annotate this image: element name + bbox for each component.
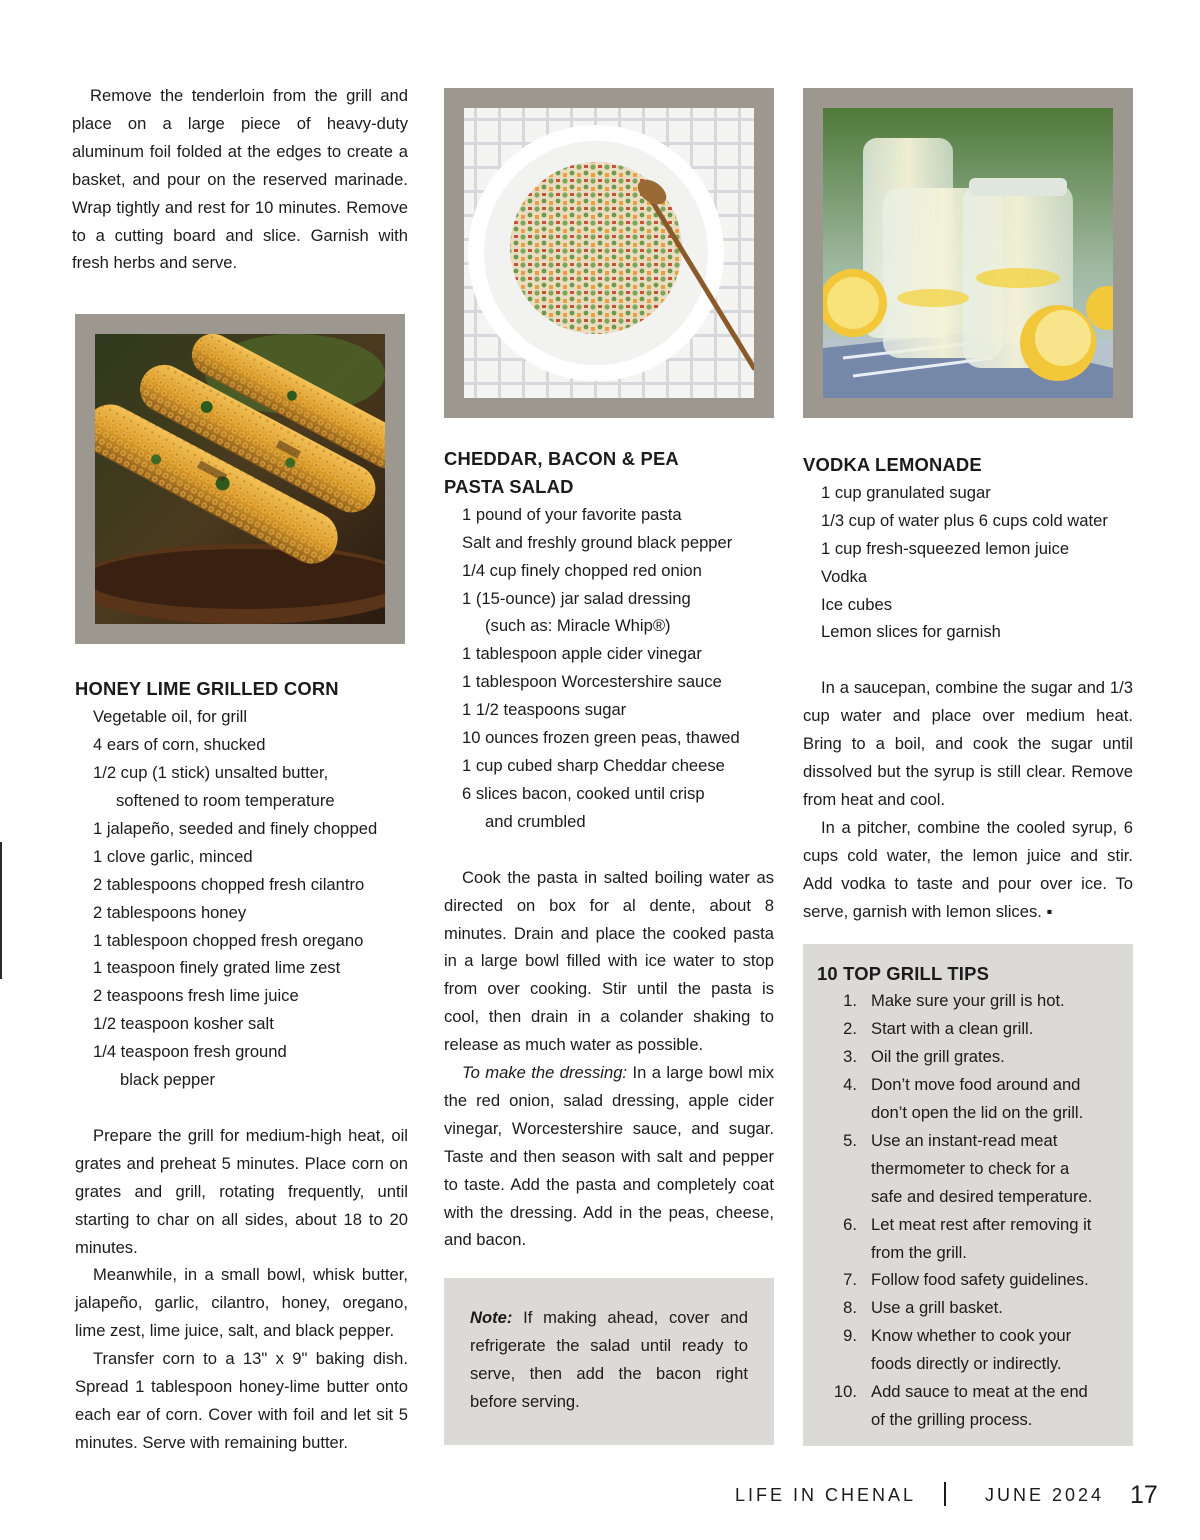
lemonade-step: In a pitcher, combine the cooled syrup, 6 cups cold water, the lemon juice and stir. Add vodka to taste and pour over ice. To serve, garnish with lemon slices. ▪ (803, 817, 1133, 921)
ingredient-item: 1 cup cubed sharp Cheddar cheese (462, 755, 725, 775)
tip-text: Use a grill basket. (871, 1298, 1003, 1318)
corn-photo-frame (75, 314, 405, 644)
tip-number (817, 1239, 871, 1267)
tip-number: 5. (843, 1130, 857, 1150)
ingredient-item: 1 teaspoon finely grated lime zest (93, 958, 341, 978)
grill-tip-line (817, 1071, 1119, 1099)
magazine-name: LIFE IN CHENAL (734, 1485, 916, 1505)
tip-text: Start with a clean grill. (871, 1019, 1034, 1039)
tip-text: Know whether to cook your (871, 1326, 1072, 1346)
ingredient-item: black pepper (120, 1070, 216, 1090)
ingredient-item: 2 tablespoons honey (93, 902, 247, 922)
column-right (803, 88, 1133, 1446)
tip-number: 7. (843, 1270, 857, 1290)
grill-tip-line (817, 1322, 1119, 1350)
lemonade-step: In a saucepan, combine the sugar and 1/3 cup water and place over medium heat. Bring to a boil, and cook the sugar until dissolved but the syrup is still clear. Remove from heat and cool. (803, 678, 1133, 809)
tip-number: 1. (843, 991, 857, 1011)
grill-tip-line (817, 1378, 1119, 1406)
tip-text: Use an instant-read meat (871, 1130, 1058, 1150)
pasta-photo-frame (444, 88, 774, 418)
tip-text: Don’t move food around and (871, 1075, 1081, 1095)
ingredient-item: 1/3 cup of water plus 6 cups cold water (821, 510, 1108, 530)
tip-text: Oil the grill grates. (871, 1047, 1005, 1067)
lemonade-ingredients (803, 479, 1133, 646)
grill-tip-line (817, 1155, 1119, 1183)
ingredient-item: 1 clove garlic, minced (93, 846, 253, 866)
dressing-text: In a large bowl mix the red onion, salad dressing, apple cider vinegar, Worcestershire sauce, and sugar. Taste and then season with salt and pepper to taste. Add the pasta and completely coat with the dressing. Add in the peas, cheese, and bacon. (444, 1063, 774, 1250)
grill-tips-title: 10 TOP GRILL TIPS (817, 962, 990, 984)
pasta-note-box (444, 1278, 774, 1445)
ingredient-item: Salt and freshly ground black pepper (462, 532, 733, 552)
note-text: If making ahead, cover and refrigerate the salad until ready to serve, then add the bacon right before serving. (470, 1308, 748, 1412)
corn-ingredients (75, 703, 408, 1094)
grill-tips-list (817, 987, 1119, 1434)
grill-tip-line (817, 1127, 1119, 1155)
issue-date: JUNE 2024 (985, 1485, 1105, 1505)
ingredient-item: 1 tablespoon apple cider vinegar (462, 644, 702, 664)
grill-tip-line (817, 1043, 1119, 1071)
vodka-lemonade-photo (823, 108, 1113, 398)
tip-number (817, 1155, 871, 1183)
column-left (72, 82, 408, 1457)
page-number: 17 (1130, 1481, 1158, 1509)
tip-text: safe and desired temperature. (871, 1186, 1093, 1206)
ingredient-item: (such as: Miracle Whip®) (485, 616, 671, 636)
tip-number (817, 1099, 871, 1127)
grilled-corn-photo (95, 334, 385, 624)
tip-text: Make sure your grill is hot. (871, 991, 1065, 1011)
ingredient-item: 1 tablespoon Worcestershire sauce (462, 672, 722, 692)
pasta-recipe-title-line1: CHEDDAR, BACON & PEA (444, 448, 679, 469)
ingredient-item: 1 1/2 teaspoons sugar (462, 700, 627, 720)
grill-tip-line (817, 1183, 1119, 1211)
pasta-dressing-step (444, 1059, 774, 1254)
ingredient-item: Vegetable oil, for grill (93, 707, 248, 727)
dressing-label: To make the dressing: (462, 1063, 628, 1083)
ingredient-item: 1 cup fresh-squeezed lemon juice (821, 538, 1070, 558)
grill-tip-line (817, 1266, 1119, 1294)
pasta-salad-photo (464, 108, 754, 398)
tip-number: 6. (843, 1214, 857, 1234)
ingredient-item: 6 slices bacon, cooked until crisp (462, 783, 705, 803)
ingredient-item: 1/2 teaspoon kosher salt (93, 1014, 274, 1034)
footer-divider (944, 1482, 946, 1506)
ingredient-item: 2 teaspoons fresh lime juice (93, 986, 299, 1006)
grill-tip-line (817, 1350, 1119, 1378)
ingredient-item: Lemon slices for garnish (821, 622, 1001, 642)
ingredient-item: 1 jalapeño, seeded and finely chopped (93, 818, 378, 838)
pasta-ingredients (444, 501, 774, 836)
ingredient-item: 1/2 cup (1 stick) unsalted butter, (93, 763, 329, 783)
lemonade-photo-frame (803, 88, 1133, 418)
corn-step: Meanwhile, in a small bowl, whisk butter, jalapeño, garlic, cilantro, honey, oregano, lime zest, lime juice, salt, and black pepper. (75, 1265, 408, 1341)
tenderloin-step: Remove the tenderloin from the grill and place on a large piece of heavy-duty aluminum foil folded at the edges to create a basket, and pour on the reserved marinade. Wrap tightly and rest for 10 minutes. Remove to a cutting board and slice. Garnish with fresh herbs and serve. (72, 86, 408, 273)
ingredient-item: Ice cubes (821, 594, 893, 614)
pasta-step: Cook the pasta in salted boiling water as directed on box for al dente, about 8 minutes. Drain and place the cooked pasta in a large bowl filled with ice water to stop from over cooking. Stir until the pasta is cool, then drain in a colander shaking to release as much water as possible. (444, 867, 774, 1055)
ingredient-item: 2 tablespoons chopped fresh cilantro (93, 874, 365, 894)
ingredient-item: 1/4 cup finely chopped red onion (462, 560, 702, 580)
tip-number: 4. (843, 1075, 857, 1095)
ingredient-item: softened to room temperature (116, 790, 335, 810)
ingredient-item: 10 ounces frozen green peas, thawed (462, 728, 740, 748)
grill-tip-line (817, 1211, 1119, 1239)
column-middle (444, 88, 774, 1445)
tip-number (817, 1406, 871, 1434)
tip-text: thermometer to check for a (871, 1158, 1070, 1178)
ingredient-item: 1 cup granulated sugar (821, 482, 991, 502)
pasta-note (470, 1304, 748, 1416)
tip-number: 2. (843, 1019, 857, 1039)
grill-tip-line (817, 1015, 1119, 1043)
tip-text: don’t open the lid on the grill. (871, 1103, 1084, 1123)
grill-tip-line (817, 1099, 1119, 1127)
grill-tips-box (803, 944, 1133, 1446)
ingredient-item: 4 ears of corn, shucked (93, 735, 266, 755)
grill-tip-line (817, 1239, 1119, 1267)
corn-step: Transfer corn to a 13" x 9" baking dish. Spread 1 tablespoon honey-lime butter onto each ear of corn. Cover with foil and let sit 5 minutes. Serve with remaining butter. (75, 1349, 408, 1452)
grill-tip-line (817, 1294, 1119, 1322)
tip-number: 3. (843, 1047, 857, 1067)
grill-tip-line (817, 1406, 1119, 1434)
grill-tip-line (817, 987, 1119, 1015)
tip-number: 8. (843, 1298, 857, 1318)
note-label: Note: (470, 1308, 513, 1328)
ingredient-item: 1 tablespoon chopped fresh oregano (93, 930, 364, 950)
page-edge-mark (0, 842, 2, 979)
tip-number (817, 1350, 871, 1378)
tip-number (817, 1183, 871, 1211)
tip-text: Let meat rest after removing it (871, 1214, 1092, 1234)
tip-text: from the grill. (871, 1242, 967, 1262)
ingredient-item: 1 pound of your favorite pasta (462, 504, 682, 524)
corn-recipe-title: HONEY LIME GRILLED CORN (75, 678, 339, 700)
tip-number: 10. (833, 1382, 857, 1402)
tip-text: foods directly or indirectly. (871, 1354, 1062, 1374)
ingredient-item: and crumbled (485, 811, 586, 831)
tip-text: Follow food safety guidelines. (871, 1270, 1089, 1290)
pasta-recipe-title-line2: PASTA SALAD (444, 475, 574, 497)
ingredient-item: 1 (15-ounce) jar salad dressing (462, 588, 691, 608)
ingredient-item: 1/4 teaspoon fresh ground (93, 1042, 287, 1062)
lemonade-recipe-title: VODKA LEMONADE (803, 454, 982, 475)
corn-step: Prepare the grill for medium-high heat, oil grates and preheat 5 minutes. Place corn on grates and grill, rotating frequently, until starting to char on all sides, about 18 to 20 minutes. (75, 1125, 408, 1257)
tip-text: Add sauce to meat at the end (871, 1382, 1088, 1402)
ingredient-item: Vodka (821, 566, 868, 586)
tip-number: 9. (843, 1326, 857, 1346)
tip-text: of the grilling process. (871, 1410, 1033, 1429)
page-footer (0, 1481, 1200, 1511)
